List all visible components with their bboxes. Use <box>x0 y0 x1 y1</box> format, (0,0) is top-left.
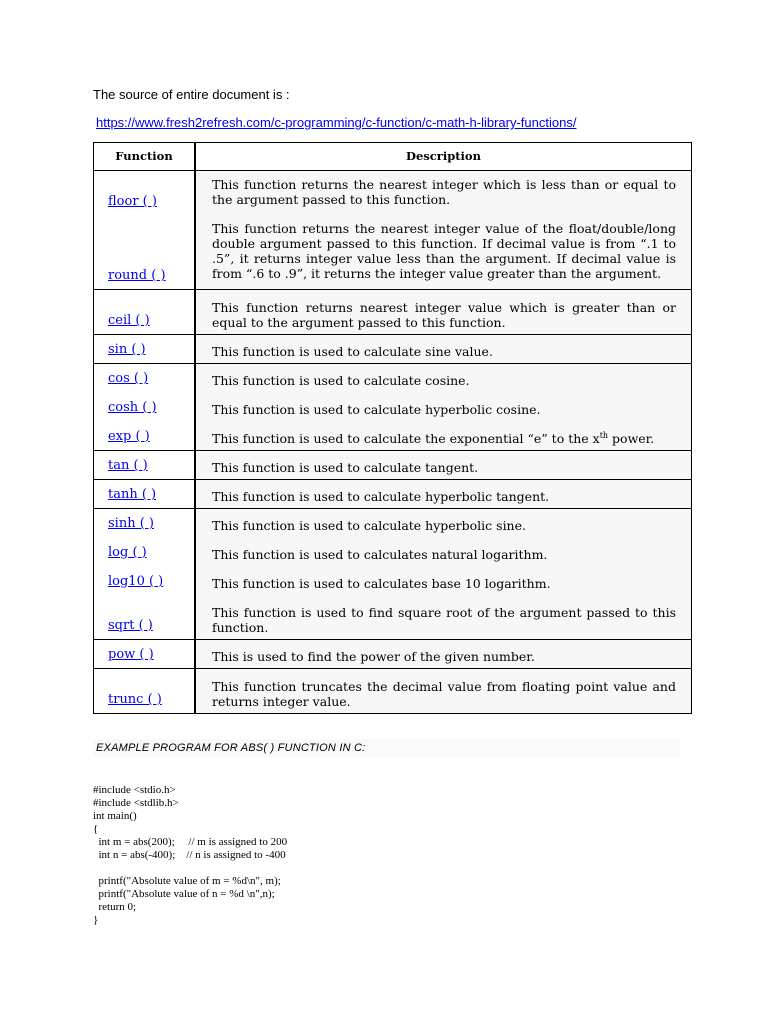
function-cell <box>94 640 196 669</box>
description-floor: This function returns the nearest integer which is less than or equal to the argument passed to this function. <box>212 177 676 207</box>
table-row <box>94 640 692 669</box>
function-cell <box>94 509 196 640</box>
function-link-round[interactable]: round ( ) <box>108 268 166 283</box>
description-tan: This function is used to calculate tangent. <box>212 460 479 475</box>
table-row <box>94 290 692 335</box>
description-cell <box>195 480 692 509</box>
table-row <box>94 451 692 480</box>
description-cell <box>195 640 692 669</box>
function-link-trunc[interactable]: trunc ( ) <box>108 692 162 707</box>
description-sin: This function is used to calculate sine value. <box>212 344 493 359</box>
function-link-sinh[interactable]: sinh ( ) <box>108 516 154 531</box>
code-block: #include <stdio.h> #include <stdlib.h> int main() { int m = abs(200); // m is assigned to 200 int n = abs(-400); // n is assigned to -400 printf("Absolute value of m = %d\n", m); printf("Absolute value of n = %d \n",n); return 0; } <box>93 784 288 926</box>
function-cell <box>94 171 196 290</box>
function-cell <box>94 335 196 364</box>
example-heading: EXAMPLE PROGRAM FOR ABS( ) FUNCTION IN C: <box>93 739 680 757</box>
function-cell <box>94 290 196 335</box>
description-round: This function returns the nearest integer value of the float/double/long double argument passed to this function. If decimal value is from “.1 to .5”, it returns integer value less than the argument. If decimal value is from “.6 to .9”, it returns the integer value greater than the argument. <box>212 221 676 281</box>
header-function: Function <box>94 143 196 171</box>
description-sqrt: This function is used to find square root of the argument passed to this function. <box>212 605 676 635</box>
description-log: This function is used to calculates natural logarithm. <box>212 547 548 562</box>
function-link-exp[interactable]: exp ( ) <box>108 429 150 444</box>
description-cos: This function is used to calculate cosine. <box>212 373 470 388</box>
table-row <box>94 480 692 509</box>
function-link-log[interactable]: log ( ) <box>108 545 147 560</box>
function-link-ceil[interactable]: ceil ( ) <box>108 313 150 328</box>
intro-text: The source of entire document is : <box>93 87 290 102</box>
function-cell <box>94 480 196 509</box>
function-link-sin[interactable]: sin ( ) <box>108 342 146 357</box>
description-pow: This is used to find the power of the given number. <box>212 649 535 664</box>
table-row <box>94 364 692 451</box>
function-cell <box>94 364 196 451</box>
description-log10: This function is used to calculates base 10 logarithm. <box>212 576 551 591</box>
description-cell <box>195 451 692 480</box>
table-row <box>94 335 692 364</box>
description-ceil: This function returns nearest integer value which is greater than or equal to the argument passed to this function. <box>212 300 676 330</box>
description-cell <box>195 335 692 364</box>
function-cell <box>94 669 196 714</box>
source-url-link[interactable]: https://www.fresh2refresh.com/c-programming/c-function/c-math-h-library-functions/ <box>96 115 577 130</box>
function-link-cos[interactable]: cos ( ) <box>108 371 149 386</box>
function-link-tan[interactable]: tan ( ) <box>108 458 148 473</box>
description-cell <box>195 364 692 451</box>
function-link-tanh[interactable]: tanh ( ) <box>108 487 157 502</box>
description-cell <box>195 509 692 640</box>
table-row <box>94 171 692 290</box>
description-cell <box>195 171 692 290</box>
table-row <box>94 669 692 714</box>
function-link-pow[interactable]: pow ( ) <box>108 647 154 662</box>
description-cell <box>195 669 692 714</box>
function-link-sqrt[interactable]: sqrt ( ) <box>108 618 153 633</box>
function-cell <box>94 451 196 480</box>
description-trunc: This function truncates the decimal value from floating point value and returns integer value. <box>212 679 676 709</box>
function-link-floor[interactable]: floor ( ) <box>108 194 157 209</box>
table-header-row <box>94 143 692 171</box>
math-functions-table <box>93 142 692 714</box>
description-tanh: This function is used to calculate hyperbolic tangent. <box>212 489 550 504</box>
description-cell <box>195 290 692 335</box>
function-link-log10[interactable]: log10 ( ) <box>108 574 164 589</box>
description-sinh: This function is used to calculate hyperbolic sine. <box>212 518 526 533</box>
description-exp: This function is used to calculate the exponential “e” to the $x^{th}$ power. <box>212 431 655 446</box>
function-link-cosh[interactable]: cosh ( ) <box>108 400 157 415</box>
description-cosh: This function is used to calculate hyperbolic cosine. <box>212 402 541 417</box>
header-description: Description <box>195 143 692 171</box>
table-row <box>94 509 692 640</box>
